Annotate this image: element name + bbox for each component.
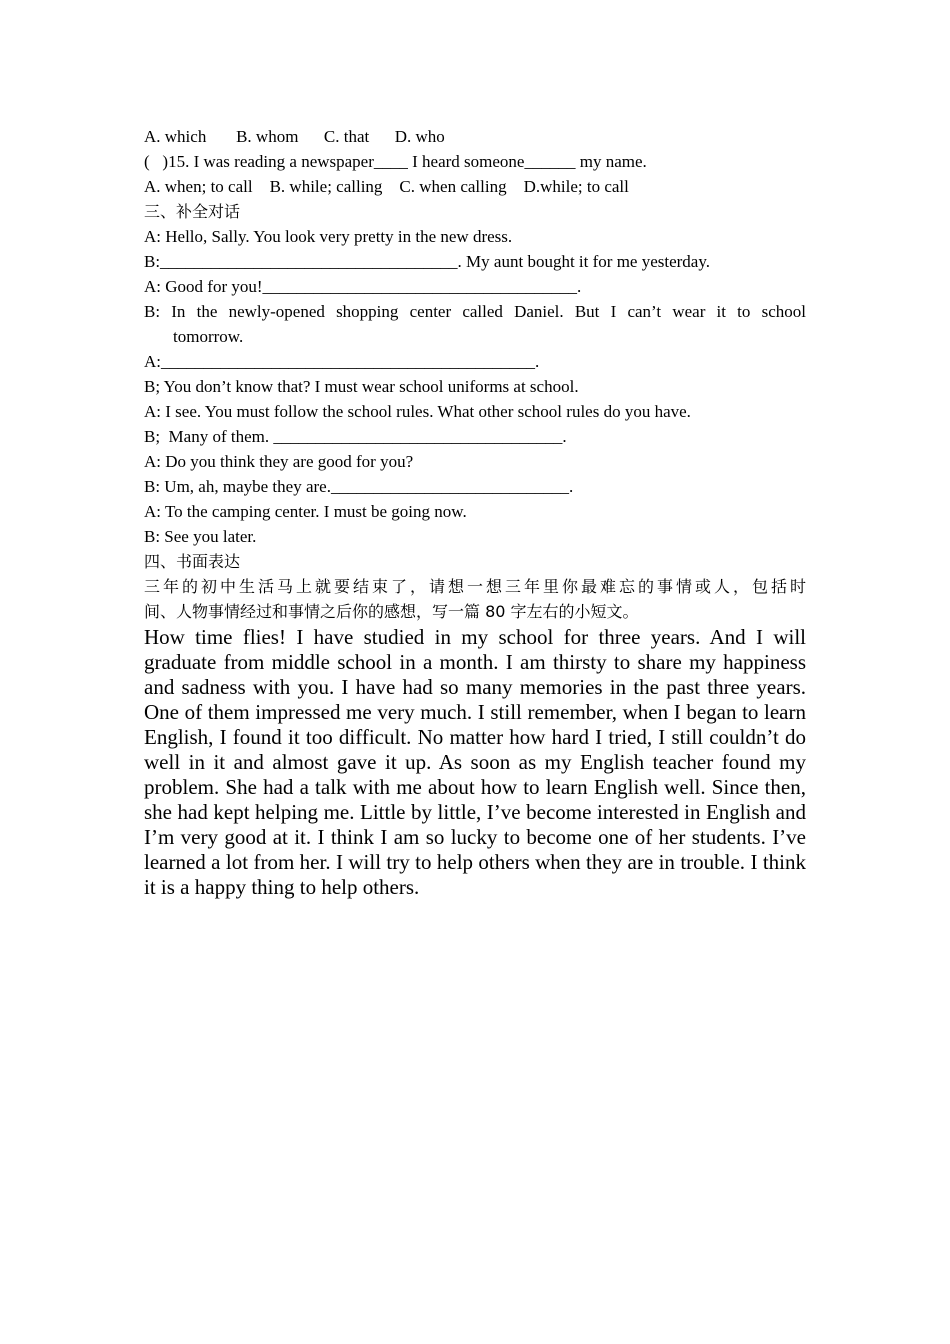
section4-title: 四、书面表达 [144, 552, 241, 571]
dialogue-line: A: Good for you!_____________________________________. [144, 277, 582, 296]
q15-options: A. when; to call B. while; calling C. when calling D.while; to call [144, 177, 629, 196]
dialogue-line: A: Hello, Sally. You look very pretty in the new dress. [144, 227, 513, 246]
dialogue-line-continued: tomorrow. [173, 327, 244, 346]
dialogue-line: B; Many of them. __________________________________. [144, 427, 567, 446]
writing-prompt-line-2: 间、人物事情经过和事情之后你的感想，写一篇 80 字左右的小短文。 [144, 602, 639, 621]
dialogue-line: B: In the newly-opened shopping center called Daniel. But I can’t wear it to school [144, 302, 806, 321]
dialogue-line: B:___________________________________. My aunt bought it for me yesterday. [144, 252, 710, 271]
dialogue-line: B: Um, ah, maybe they are.____________________________. [144, 477, 574, 496]
writing-prompt-line-1: 三年的初中生活马上就要结束了，请想一想三年里你最难忘的事情或人，包括时 [144, 577, 806, 596]
dialogue-line: A: I see. You must follow the school rules. What other school rules do you have. [144, 402, 691, 421]
q15-stem: ( )15. I was reading a newspaper____ I heard someone______ my name. [144, 152, 647, 171]
sample-essay: How time flies! I have studied in my school for three years. And I will graduate from middle school in a month. I am thirsty to share my happiness and sadness with you. I have had so many memories in the past three years. One of them impressed me very much. I still remember, when I began to learn English, I found it too difficult. No matter how hard I tried, I still couldn’t do well in it and almost gave it up. As soon as my English teacher found my problem. She had a talk with me about how to learn English well. Since then, she had kept helping me. Little by little, I’ve become interested in English and I’m very good at it. I think I am so lucky to become one of her students. I’ve learned a lot from her. I will try to help others when they are in trouble. I think it is a happy thing to help others. [144, 625, 806, 899]
q14-options: A. which B. whom C. that D. who [144, 127, 445, 146]
dialogue-line: A: To the camping center. I must be going now. [144, 502, 467, 521]
dialogue-line: B: See you later. [144, 527, 257, 546]
section3-title: 三、补全对话 [144, 202, 241, 221]
document-page [144, 124, 806, 900]
dialogue-line: B; You don’t know that? I must wear school uniforms at school. [144, 377, 579, 396]
dialogue-line: A:____________________________________________. [144, 352, 540, 371]
dialogue-line: A: Do you think they are good for you? [144, 452, 414, 471]
